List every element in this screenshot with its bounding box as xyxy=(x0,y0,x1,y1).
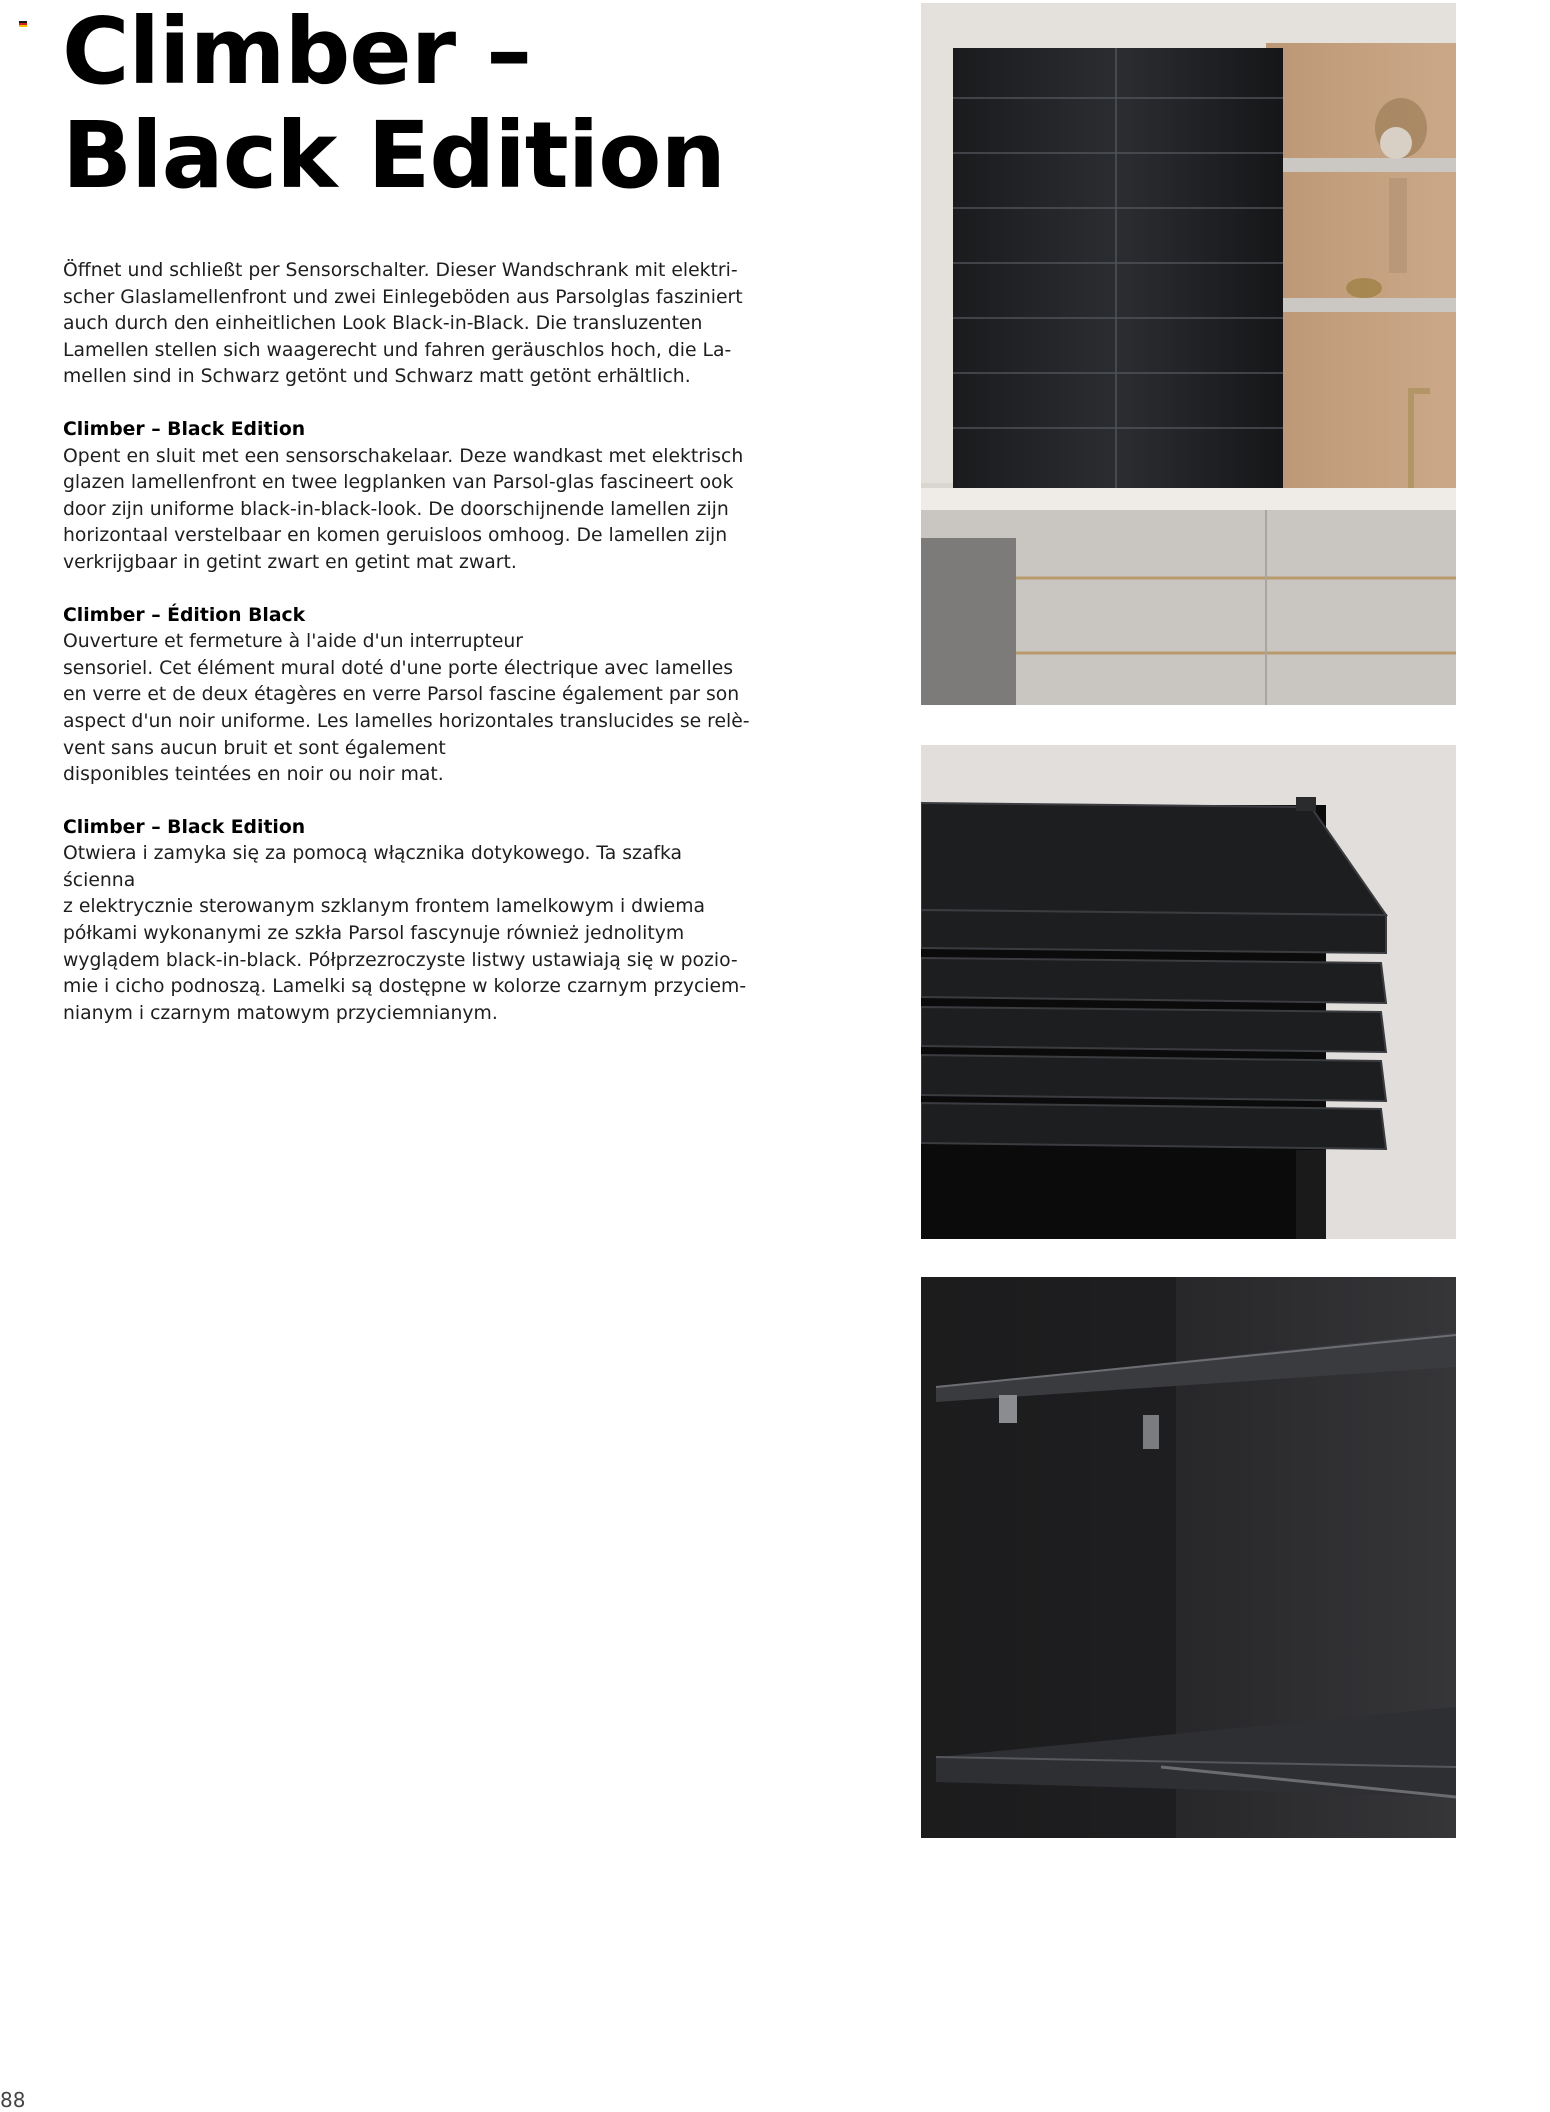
text-line: horizontaal verstelbaar en komen geruisloos omhoog. De lamellen zijn xyxy=(63,525,728,547)
text-line: aspect d'un noir uniforme. Les lamelles horizontales translucides se relè- xyxy=(63,710,750,732)
text-line: door zijn uniforme black-in-black-look. De doorschijnende lamellen zijn xyxy=(63,498,729,520)
text-line: auch durch den einheitlichen Look Black-in-Black. Die transluzenten xyxy=(63,313,703,335)
paragraph-nl xyxy=(63,417,753,577)
paragraph-pl xyxy=(63,815,753,1028)
section-heading-pl: Climber – Black Edition xyxy=(63,816,306,838)
paragraph-de xyxy=(63,258,753,391)
glass-shelf-photo xyxy=(921,1277,1456,1838)
text-line: mellen sind in Schwarz getönt und Schwarz matt getönt erhältlich. xyxy=(63,366,691,388)
page-title xyxy=(62,0,725,208)
text-line: Lamellen stellen sich waagerecht und fahren geräuschlos hoch, die La- xyxy=(63,339,732,361)
text-line: en verre et de deux étagères en verre Parsol fascine également par son xyxy=(63,684,740,706)
kitchen-cabinet-photo xyxy=(921,3,1456,705)
title-line-2: Black Edition xyxy=(62,102,725,209)
text-line: wyglądem black-in-black. Półprzezroczyste listwy ustawiają się w pozio- xyxy=(63,949,738,971)
description-column xyxy=(63,258,753,1053)
lamella-closeup-photo xyxy=(921,745,1456,1239)
text-line: Ouverture et fermeture à l'aide d'un interrupteur xyxy=(63,631,523,653)
section-heading-nl: Climber – Black Edition xyxy=(63,418,306,440)
text-line: sensoriel. Cet élément mural doté d'une porte électrique avec lamelles xyxy=(63,657,734,679)
text-line: z elektrycznie sterowanym szklanym frontem lamelkowym i dwiema xyxy=(63,896,706,918)
text-line: mie i cicho podnoszą. Lamelki są dostępne w kolorze czarnym przyciem- xyxy=(63,976,747,998)
paragraph-fr xyxy=(63,603,753,789)
text-line: półkami wykonanymi ze szkła Parsol fascynuje również jednolitym xyxy=(63,923,685,945)
text-line: vent sans aucun bruit et sont également xyxy=(63,737,446,759)
page-number: 88 xyxy=(0,2088,26,2112)
text-line: Opent en sluit met een sensorschakelaar. Deze wandkast met elektrisch xyxy=(63,445,744,467)
text-line: scher Glaslamellenfront und zwei Einlegeböden aus Parsolglas fasziniert xyxy=(63,286,743,308)
text-line: disponibles teintées en noir ou noir mat. xyxy=(63,764,444,786)
text-line: verkrijgbaar in getint zwart en getint mat zwart. xyxy=(63,551,517,573)
language-flag-icon xyxy=(19,21,27,27)
section-heading-fr: Climber – Édition Black xyxy=(63,604,306,626)
text-line: glazen lamellenfront en twee legplanken van Parsol-glas fascineert ook xyxy=(63,472,734,494)
title-line-1: Climber – xyxy=(62,0,532,105)
text-line: nianym i czarnym matowym przyciemnianym. xyxy=(63,1002,498,1024)
text-line: Öffnet und schließt per Sensorschalter. Dieser Wandschrank mit elektri- xyxy=(63,260,738,281)
text-line: Otwiera i zamyka się za pomocą włącznika dotykowego. Ta szafka ścienna xyxy=(63,843,683,891)
